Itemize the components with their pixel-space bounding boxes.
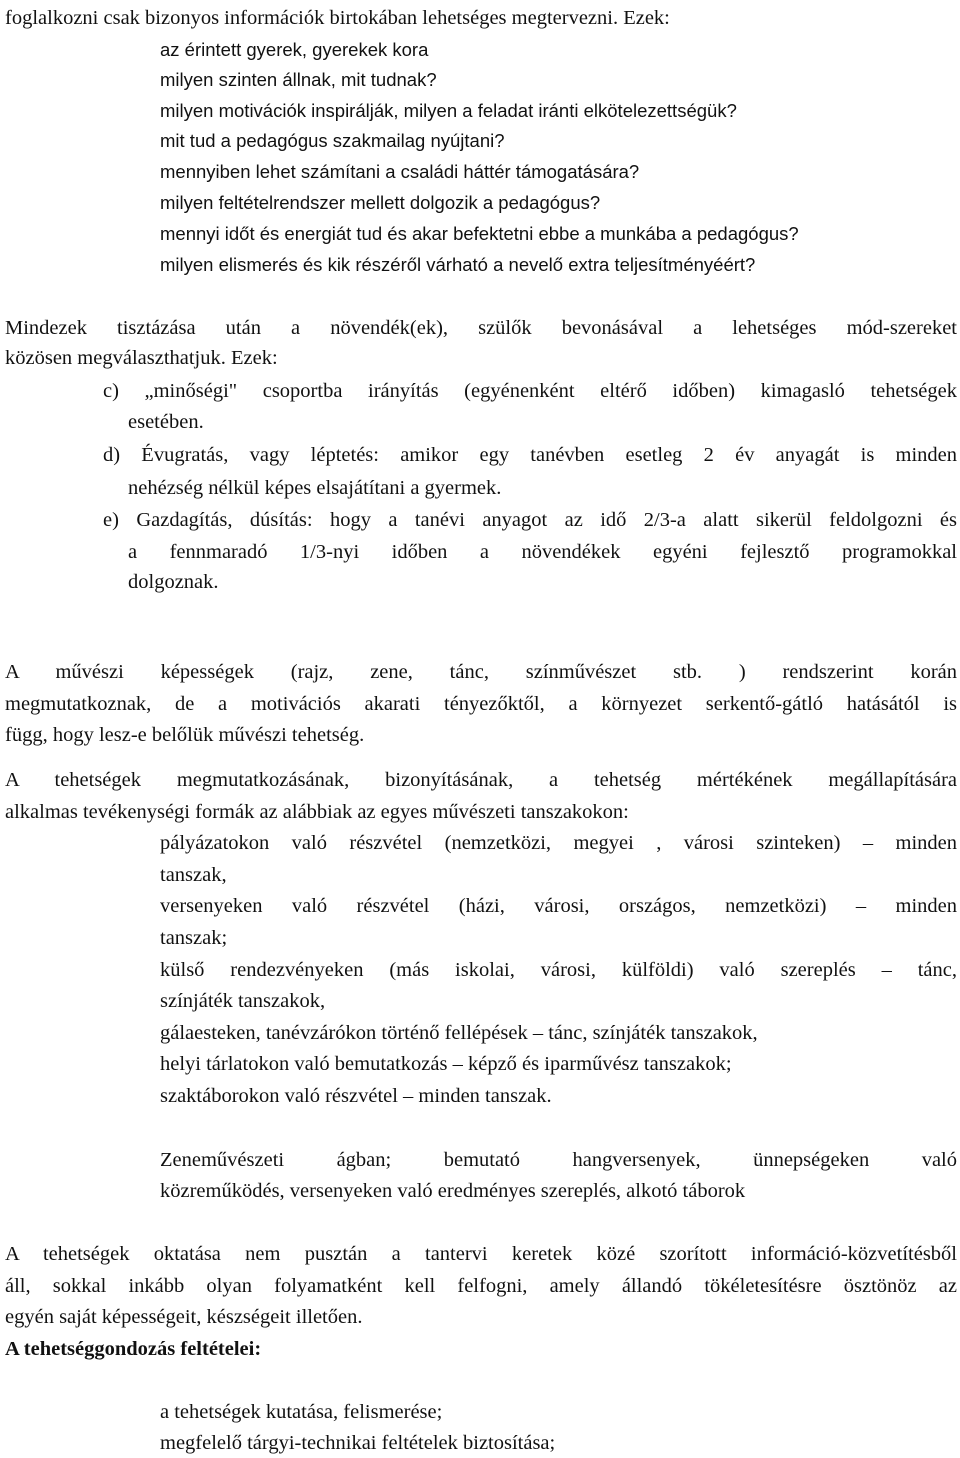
option-d-cont: nehézség nélkül képes elsajátítani a gyermek.: [128, 477, 502, 499]
list-item: szaktáborokon való részvétel – minden tanszak.: [160, 1085, 552, 1107]
list-item: külső rendezvényeken (más iskolai, városi, külföldi) való szereplés – tánc,: [160, 959, 957, 981]
paragraph-line: egyén saját képességeit, készségeit illetően.: [5, 1306, 363, 1328]
option-d: d) Évugratás, vagy léptetés: amikor egy tanévben esetleg 2 év anyagát is minden: [103, 444, 957, 466]
list-item: milyen motivációk inspirálják, milyen a feladat iránti elkötelezettségük?: [160, 100, 737, 121]
list-item: megfelelő tárgyi-technikai feltételek biztosítása;: [160, 1432, 556, 1454]
section-heading: A tehetséggondozás feltételei:: [5, 1338, 262, 1360]
list-item: milyen elismerés és kik részéről várható a nevelő extra teljesítményéért?: [160, 254, 756, 275]
list-item: milyen feltételrendszer mellett dolgozik a pedagógus?: [160, 192, 601, 213]
paragraph-line: Mindezek tisztázása után a növendék(ek), szülők bevonásával a lehetséges mód-szereket: [5, 317, 957, 339]
paragraph-line: áll, sokkal inkább olyan folyamatként kell felfogni, amely állandó tökéletesítésre ösztönöz az: [5, 1275, 957, 1297]
list-item: pályázatokon való részvétel (nemzetközi, megyei , városi szinteken) – minden: [160, 832, 957, 854]
paragraph-line: A tehetségek oktatása nem pusztán a tantervi keretek közé szorított információ-közvetítésből: [5, 1243, 957, 1265]
option-e: e) Gazdagítás, dúsítás: hogy a tanévi anyagot az idő 2/3-a alatt sikerül feldolgozni és: [103, 509, 957, 531]
paragraph-line: közösen megválaszthatjuk. Ezek:: [5, 347, 278, 369]
list-item-cont: tanszak,: [160, 864, 227, 886]
list-item: versenyeken való részvétel (házi, városi, országos, nemzetközi) – minden: [160, 895, 957, 917]
paragraph-line: A művészi képességek (rajz, zene, tánc, színművészet stb. ) rendszerint korán: [5, 661, 957, 683]
paragraph-line: függ, hogy lesz-e belőlük művészi tehetség.: [5, 724, 365, 746]
option-e-cont: dolgoznak.: [128, 571, 219, 593]
list-item-cont: tanszak;: [160, 927, 228, 949]
list-item: milyen szinten állnak, mit tudnak?: [160, 69, 437, 90]
list-item: gálaesteken, tanévzárókon történő fellépések – tánc, színjáték tanszakok,: [160, 1022, 758, 1044]
list-item: az érintett gyerek, gyerekek kora: [160, 39, 429, 60]
paragraph-line: közreműködés, versenyeken való eredményes szereplés, alkotó táborok: [160, 1180, 746, 1202]
paragraph-line: A tehetségek megmutatkozásának, bizonyításának, a tehetség mértékének megállapítására: [5, 769, 957, 791]
list-item: a tehetségek kutatása, felismerése;: [160, 1401, 443, 1423]
paragraph-line: Zeneművészeti ágban; bemutató hangversenyek, ünnepségeken való: [160, 1149, 957, 1171]
list-item: mit tud a pedagógus szakmailag nyújtani?: [160, 130, 505, 151]
intro-text: foglalkozni csak bizonyos információk birtokában lehetséges megtervezni. Ezek:: [5, 7, 670, 29]
list-item: mennyi időt és energiát tud és akar befektetni ebbe a munkába a pedagógus?: [160, 223, 799, 244]
paragraph-line: alkalmas tevékenységi formák az alábbiak az egyes művészeti tanszakokon:: [5, 801, 629, 823]
paragraph-line: megmutatkoznak, de a motivációs akarati tényezőktől, a környezet serkentő-gátló hatásától is: [5, 693, 957, 715]
option-c-cont: esetében.: [128, 411, 204, 433]
list-item: mennyiben lehet számítani a családi háttér támogatására?: [160, 161, 640, 182]
option-e-cont: a fennmaradó 1/3-nyi időben a növendékek egyéni fejlesztő programokkal: [128, 541, 957, 563]
list-item: helyi tárlatokon való bemutatkozás – képző és iparművész tanszakok;: [160, 1053, 732, 1075]
option-c: c) „minőségi" csoportba irányítás (egyénenként eltérő időben) kimagasló tehetségek: [103, 380, 957, 402]
list-item-cont: színjáték tanszakok,: [160, 990, 326, 1012]
